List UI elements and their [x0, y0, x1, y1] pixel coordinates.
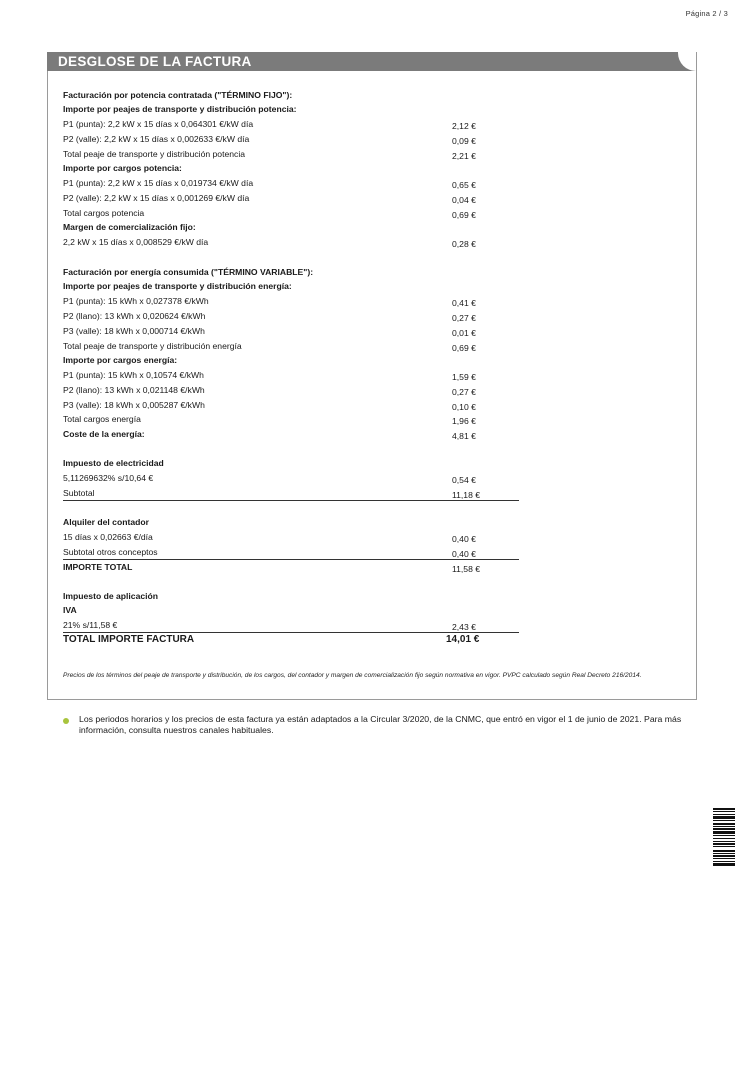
section-header [47, 52, 696, 71]
line-item [63, 471, 519, 485]
section-title: DESGLOSE DE LA FACTURA [58, 54, 252, 69]
line-item [63, 220, 519, 234]
line-item [63, 176, 519, 190]
line-label: Subtotal [63, 488, 95, 498]
line-label: P1 (punta): 15 kWh x 0,027378 €/kWh [63, 296, 209, 306]
line-label: P1 (punta): 15 kWh x 0,10574 €/kWh [63, 370, 204, 380]
barcode-bar [713, 850, 735, 852]
line-item [63, 309, 519, 323]
line-amount: 0,65 € [452, 180, 476, 190]
barcode-bar [713, 835, 735, 836]
line-label: Impuesto de aplicación [63, 591, 159, 601]
line-label: Facturación por potencia contratada ("TÉRMINO FIJO"): [63, 90, 293, 100]
line-label: Subtotal otros conceptos [63, 547, 158, 557]
line-label: Importe por peajes de transporte y distribución energía: [63, 281, 292, 291]
line-item [63, 235, 519, 249]
barcode-bar [713, 858, 735, 859]
barcode-bar [713, 816, 735, 819]
line-label: Coste de la energía: [63, 429, 145, 439]
line-amount: 1,59 € [452, 372, 476, 382]
line-amount: 0,41 € [452, 298, 476, 308]
line-amount: 0,27 € [452, 387, 476, 397]
line-amount: 2,12 € [452, 121, 476, 131]
line-amount: 4,81 € [452, 431, 476, 441]
line-label: 5,11269632% s/10,64 € [63, 473, 154, 483]
line-amount: 11,18 € [452, 490, 481, 500]
barcode-bar [713, 853, 735, 854]
line-label: Importe por cargos potencia: [63, 163, 182, 173]
line-label: Alquiler del contador [63, 517, 149, 527]
barcode-bar [713, 841, 735, 842]
line-item [63, 560, 519, 574]
line-item [63, 265, 519, 279]
line-item [63, 206, 519, 220]
line-item [63, 294, 519, 308]
line-amount: 0,69 € [452, 343, 476, 353]
line-item [63, 589, 519, 603]
line-item [63, 147, 519, 161]
barcode [713, 808, 735, 878]
barcode-bar [713, 843, 735, 845]
line-item [63, 339, 519, 353]
line-item [63, 530, 519, 544]
invoice-total-row [63, 633, 519, 647]
line-amount: 2,43 € [452, 622, 476, 632]
line-item [63, 515, 519, 529]
line-amount: 1,96 € [452, 416, 476, 426]
barcode-bar [713, 828, 735, 830]
barcode-bar [713, 820, 735, 821]
line-label: IVA [63, 605, 77, 615]
line-item [63, 603, 519, 617]
barcode-bar [713, 808, 735, 810]
line-label: P3 (valle): 18 kWh x 0,005287 €/kWh [63, 400, 205, 410]
line-item [63, 191, 519, 205]
line-label: Importe por cargos energía: [63, 355, 178, 365]
line-item [63, 324, 519, 338]
line-label: 15 días x 0,02663 €/día [63, 532, 153, 542]
line-label: 21% s/11,58 € [63, 620, 118, 630]
barcode-bar [713, 826, 735, 827]
line-item [63, 279, 519, 293]
line-label: Total cargos potencia [63, 208, 145, 218]
line-item [63, 398, 519, 412]
line-label: 2,2 kW x 15 días x 0,008529 €/kW día [63, 237, 209, 247]
line-label: Total peaje de transporte y distribución potencia [63, 149, 246, 159]
line-label: Total cargos energía [63, 414, 141, 424]
line-amount: 0,40 € [452, 549, 476, 559]
line-item [63, 132, 519, 146]
line-amount: 0,01 € [452, 328, 476, 338]
line-amount: 11,58 € [452, 564, 481, 574]
line-label: P2 (llano): 13 kWh x 0,020624 €/kWh [63, 311, 206, 321]
line-label: IMPORTE TOTAL [63, 562, 133, 572]
line-item [63, 102, 519, 116]
barcode-bar [713, 863, 735, 866]
line-amount: 0,04 € [452, 195, 476, 205]
bullet-icon [63, 718, 69, 724]
barcode-bar [713, 846, 735, 847]
line-item [63, 412, 519, 426]
page-number: Página 2 / 3 [685, 9, 728, 18]
line-amount: 0,40 € [452, 534, 476, 544]
line-label: Total peaje de transporte y distribución energía [63, 341, 242, 351]
line-label: Impuesto de electricidad [63, 458, 164, 468]
line-label: Importe por peajes de transporte y distribución potencia: [63, 104, 297, 114]
line-item [63, 427, 519, 441]
line-amount: 0,54 € [452, 475, 476, 485]
line-item [63, 545, 519, 560]
line-item [63, 117, 519, 131]
line-label: Margen de comercialización fijo: [63, 222, 196, 232]
line-item [63, 383, 519, 397]
line-label: P2 (llano): 13 kWh x 0,021148 €/kWh [63, 385, 205, 395]
line-amount: 0,10 € [452, 402, 476, 412]
notice-text: Los periodos horarios y los precios de esta factura ya están adaptados a la Circular 3/2020, de la CNMC, que entró en vigor el 1 de junio de 2021. Para más información, consulta nuestros canales habituales. [79, 714, 682, 735]
line-amount: 0,27 € [452, 313, 476, 323]
line-label: P1 (punta): 2,2 kW x 15 días x 0,064301 €/kW día [63, 119, 254, 129]
line-item [63, 88, 519, 102]
line-item [63, 456, 519, 470]
line-item [63, 486, 519, 501]
total-label: TOTAL IMPORTE FACTURA [63, 634, 195, 645]
line-amount: 2,21 € [452, 151, 476, 161]
line-item [63, 618, 519, 633]
barcode-bar [713, 811, 735, 812]
header-corner-notch [678, 52, 696, 71]
line-amount: 0,28 € [452, 239, 476, 249]
line-item [63, 368, 519, 382]
line-label: P2 (valle): 2,2 kW x 15 días x 0,002633 €/kW día [63, 134, 250, 144]
line-item [63, 161, 519, 175]
barcode-bar [713, 861, 735, 862]
barcode-bar [713, 831, 735, 834]
line-amount: 0,09 € [452, 136, 476, 146]
line-label: P3 (valle): 18 kWh x 0,000714 €/kWh [63, 326, 205, 336]
line-label: Facturación por energía consumida ("TÉRMINO VARIABLE"): [63, 267, 314, 277]
barcode-bar [713, 814, 735, 815]
total-amount: 14,01 € [446, 634, 480, 645]
line-label: P1 (punta): 2,2 kW x 15 días x 0,019734 €/kW día [63, 178, 254, 188]
line-item [63, 353, 519, 367]
barcode-bar [713, 823, 735, 825]
barcode-bar [713, 855, 735, 857]
barcode-bar [713, 838, 735, 839]
footnote: Precios de los términos del peaje de transporte y distribución, de los cargos, del contador y margen de comercialización fijo según normativa en vigor. PVPC calculado según Real Decreto 216/2014. [63, 672, 642, 679]
line-amount: 0,69 € [452, 210, 476, 220]
line-label: P2 (valle): 2,2 kW x 15 días x 0,001269 €/kW día [63, 193, 250, 203]
